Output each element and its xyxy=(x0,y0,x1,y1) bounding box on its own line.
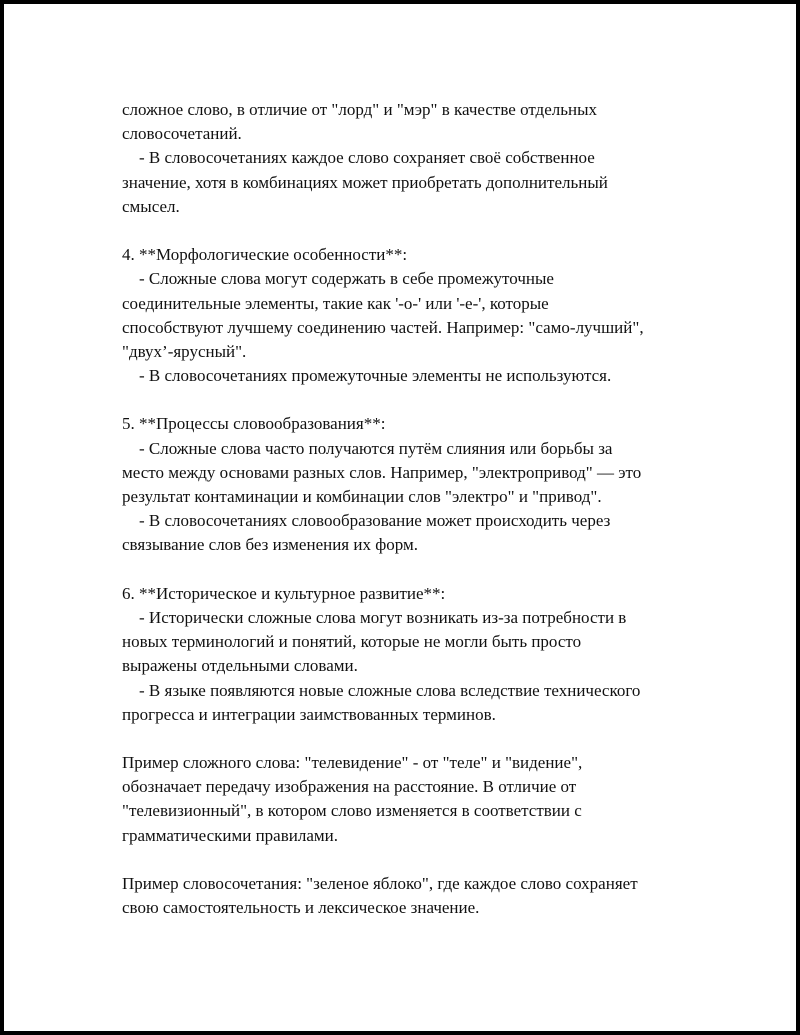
text-line: связывание слов без изменения их форм. xyxy=(122,535,418,555)
paragraph-gap xyxy=(122,558,722,582)
text-line: - В языке появляются новые сложные слова вследствие технического xyxy=(122,680,641,700)
text-line: - Исторически сложные слова могут возникать из-за потребности в xyxy=(122,607,627,627)
text-line: прогресса и интеграции заимствованных терминов. xyxy=(122,704,496,724)
text-line: - Сложные слова часто получаются путём слияния или борьбы за xyxy=(122,438,613,458)
text-line: соединительные элементы, такие как '-о-' или '-е-', которые xyxy=(122,293,549,313)
text-line: грамматическими правилами. xyxy=(122,825,338,845)
text-line: 6. **Историческое и культурное развитие**: xyxy=(122,583,446,603)
text-line: обозначает передачу изображения на расстояние. В отличие от xyxy=(122,777,577,797)
text-line: - В словосочетаниях каждое слово сохраняет своё собственное xyxy=(122,148,595,168)
text-line: выражены отдельными словами. xyxy=(122,656,358,676)
text-line: значение, хотя в комбинациях может приобретать дополнительный xyxy=(122,172,608,192)
text-line: 5. **Процессы словообразования**: xyxy=(122,414,386,434)
text-line: свою самостоятельность и лексическое значение. xyxy=(122,898,480,918)
document-text xyxy=(122,98,722,920)
text-line: место между основами разных слов. Например, "электропривод" — это xyxy=(122,462,642,482)
text-line: - В словосочетаниях промежуточные элементы не используются. xyxy=(122,366,612,386)
paragraph-gap xyxy=(122,388,722,412)
text-line: способствуют лучшему соединению частей. Например: "само-лучший", xyxy=(122,317,644,337)
text-line: 4. **Морфологические особенности**: xyxy=(122,245,408,265)
text-line: Пример сложного слова: "телевидение" - от "теле" и "видение", xyxy=(122,753,583,773)
text-line: - В словосочетаниях словообразование может происходить через xyxy=(122,511,611,531)
paragraph-gap xyxy=(122,219,722,243)
text-line: результат контаминации и комбинации слов "электро" и "привод". xyxy=(122,487,602,506)
paragraph-gap xyxy=(122,848,722,872)
text-line: сложное слово, в отличие от "лорд" и "мэр" в качестве отдельных xyxy=(122,100,597,119)
text-line: новых терминологий и понятий, которые не могли быть просто xyxy=(122,632,582,652)
text-line: - Сложные слова могут содержать в себе промежуточные xyxy=(122,269,554,289)
text-line: Пример словосочетания: "зеленое яблоко", где каждое слово сохраняет xyxy=(122,874,638,893)
paragraph-gap xyxy=(122,727,722,751)
text-line: "телевизионный", в котором слово изменяется в соответствии с xyxy=(122,801,582,821)
text-line: "двух’-ярусный". xyxy=(122,341,247,361)
text-line: словосочетаний. xyxy=(122,124,242,144)
text-line: смысел. xyxy=(122,196,180,216)
